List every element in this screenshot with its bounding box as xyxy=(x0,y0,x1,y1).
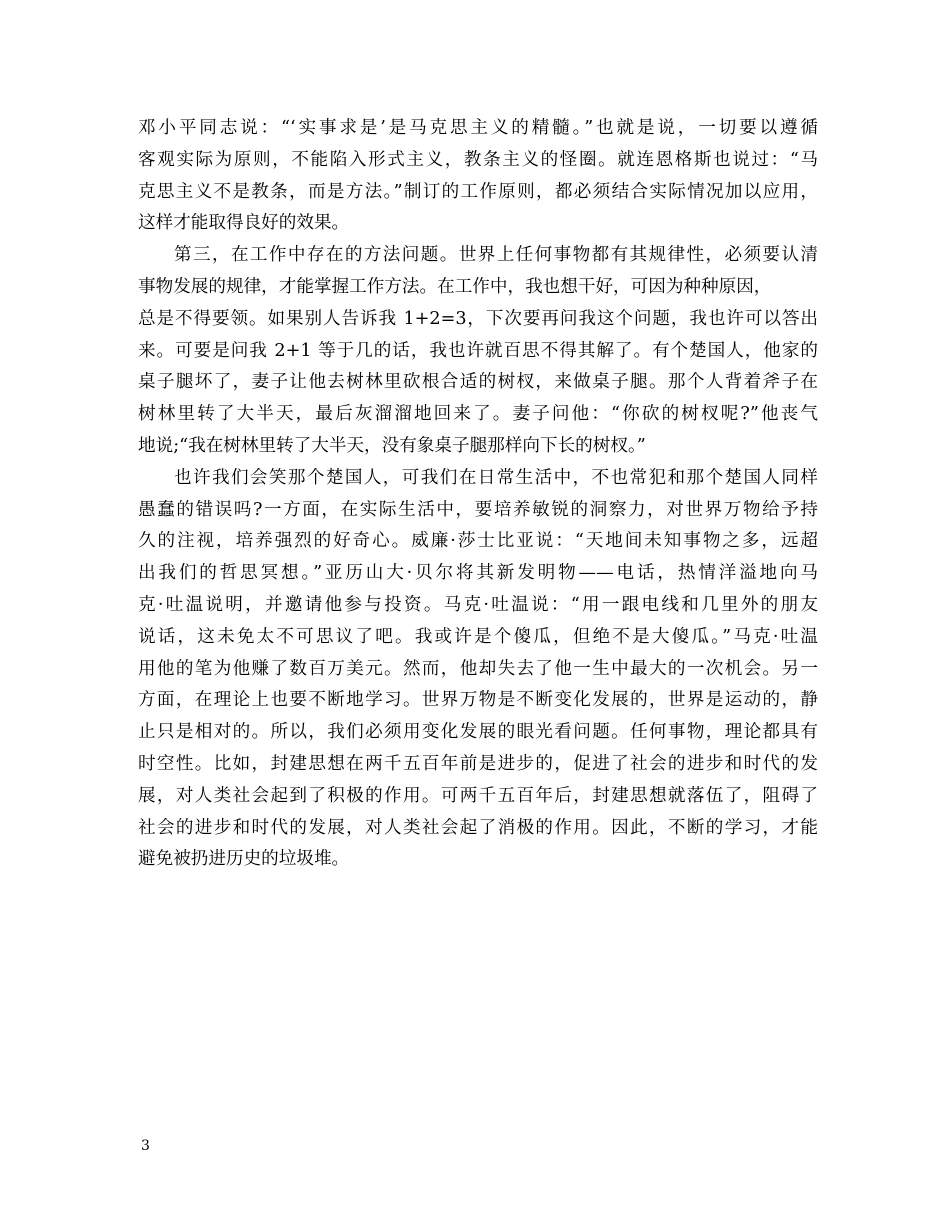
body-text xyxy=(138,113,818,876)
text-line: 也许我们会笑那个楚国人，可我们在日常生活中，不也常犯和那个楚国人同样 xyxy=(174,467,818,488)
text-line: 方面，在理论上也要不断地学习。世界万物是不断变化发展的，世界是运动的，静 xyxy=(138,690,818,711)
text-line: 客观实际为原则，不能陷入形式主义，教条主义的怪圈。就连恩格斯也说过：“马 xyxy=(138,149,818,170)
text-line: 总是不得要领。如果别人告诉我 1+2=3，下次要再问我这个问题，我也许可以答出 xyxy=(138,308,818,329)
text-line: 树林里转了大半天，最后灰溜溜地回来了。妻子问他：“你砍的树杈呢?”他丧气 xyxy=(138,404,818,425)
text-line: 时空性。比如，封建思想在两千五百年前是进步的，促进了社会的进步和时代的发 xyxy=(138,753,818,774)
text-line: 止只是相对的。所以，我们必须用变化发展的眼光看问题。任何事物，理论都具有 xyxy=(138,722,818,743)
text-line: 克·吐温说明，并邀请他参与投资。马克·吐温说：“用一跟电线和几里外的朋友 xyxy=(138,594,818,615)
text-line: 用他的笔为他赚了数百万美元。然而，他却失去了他一生中最大的一次机会。另一 xyxy=(138,658,818,679)
text-line: 展，对人类社会起到了积极的作用。可两千五百年后，封建思想就落伍了，阻碍了 xyxy=(138,785,818,806)
text-line: 克思主义不是教条，而是方法。”制订的工作原则，都必须结合实际情况加以应用， xyxy=(138,181,818,202)
text-line: 出我们的哲思冥想。”亚历山大·贝尔将其新发明物——电话，热情洋溢地向马 xyxy=(138,563,818,584)
text-line: 来。可要是问我 2+1 等于几的话，我也许就百思不得其解了。有个楚国人，他家的 xyxy=(138,340,818,361)
text-line: 地说;“我在树林里转了大半天，没有象桌子腿那样向下长的树杈。” xyxy=(138,435,646,456)
text-line: 桌子腿坏了，妻子让他去树林里砍根合适的树杈，来做桌子腿。那个人背着斧子在 xyxy=(138,372,818,393)
text-line: 邓小平同志说：“‘实事求是’是马克思主义的精髓。”也就是说，一切要以遵循 xyxy=(138,118,818,138)
text-line: 愚蠢的错误吗?一方面，在实际生活中，要培养敏锐的洞察力，对世界万物给予持 xyxy=(138,499,818,520)
text-line: 社会的进步和时代的发展，对人类社会起了消极的作用。因此，不断的学习，才能 xyxy=(138,817,818,838)
text-line: 这样才能取得良好的效果。 xyxy=(138,213,350,234)
text-line: 第三，在工作中存在的方法问题。世界上任何事物都有其规律性，必须要认清 xyxy=(174,245,818,266)
text-line: 说话，这未免太不可思议了吧。我或许是个傻瓜，但绝不是大傻瓜。”马克·吐温 xyxy=(138,626,818,647)
page-number: 3 xyxy=(141,1138,150,1154)
text-line: 事物发展的规律，才能掌握工作方法。在工作中，我也想干好，可因为种种原因， xyxy=(138,276,772,297)
text-line: 避免被扔进历史的垃圾堆。 xyxy=(138,849,350,870)
text-line: 久的注视，培养强烈的好奇心。威廉·莎士比亚说：“天地间未知事物之多，远超 xyxy=(138,531,818,552)
